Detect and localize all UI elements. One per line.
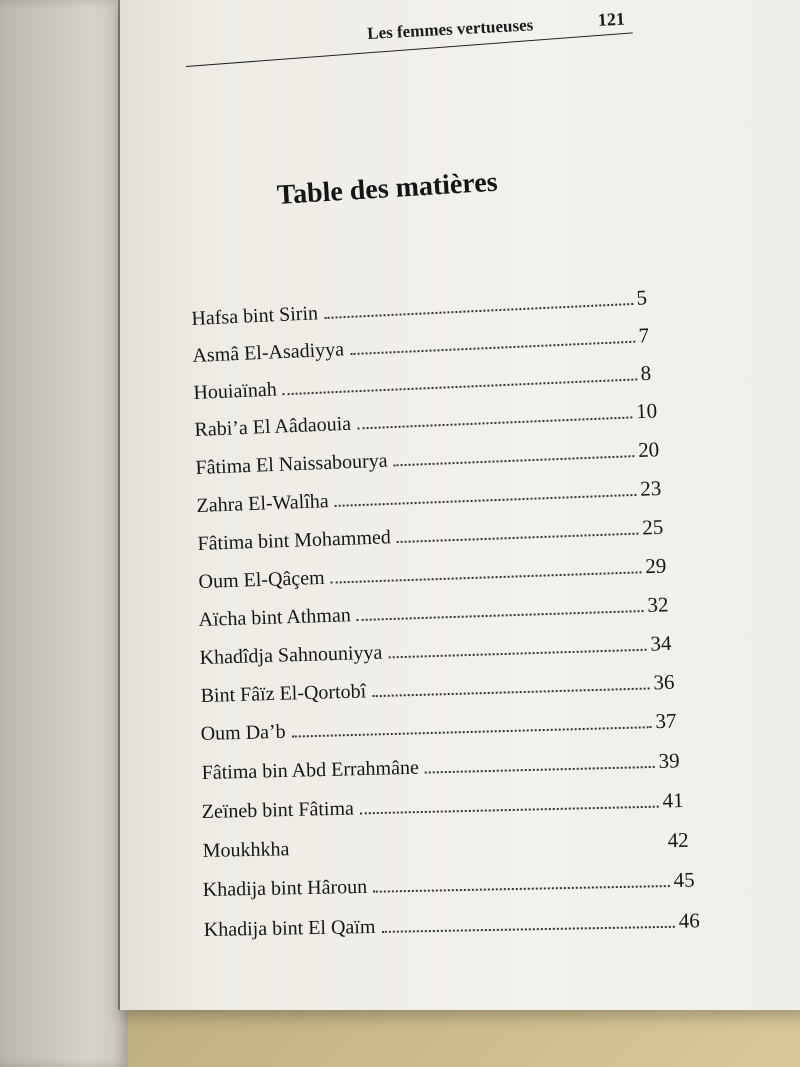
dot-leader: [357, 610, 644, 621]
toc-entry-title: Aïcha bint Athman: [198, 604, 352, 632]
toc-entry[interactable]: [200, 706, 677, 746]
dot-leader: [331, 571, 642, 583]
toc-entry-page: 39: [658, 748, 680, 773]
dot-leader: [397, 533, 639, 543]
toc-entry-page: 32: [646, 592, 669, 617]
dot-leader: [425, 766, 655, 774]
toc-entry-title: Khadija bint Hâroun: [202, 875, 368, 902]
toc-entry-title: Zeïneb bint Fâtima: [201, 797, 355, 824]
toc-entry-page: 42: [667, 827, 689, 853]
toc-entry[interactable]: [202, 865, 694, 902]
toc-entry[interactable]: [195, 434, 660, 480]
toc-entry-page: 45: [673, 867, 695, 892]
toc-entry[interactable]: [199, 628, 672, 670]
toc-entry-page: 37: [655, 708, 677, 734]
dot-leader: [381, 926, 674, 933]
toc-entry-page: 25: [641, 514, 664, 540]
toc-title: Table des matières: [276, 166, 499, 212]
dot-leader: [335, 494, 637, 507]
toc-entry[interactable]: [200, 667, 675, 708]
toc-entry-title: Fâtima El Naissabourya: [195, 449, 389, 480]
toc-entry-title: Hafsa bint Sirin: [190, 302, 319, 331]
dot-leader: [360, 806, 659, 815]
toc-entry-title: Fâtima bint Mohammed: [197, 526, 392, 556]
toc-entry-title: Oum El-Qâçem: [198, 566, 325, 594]
toc-entry-page: 23: [639, 475, 662, 501]
dot-leader: [388, 649, 646, 659]
toc-entry-title: Asmâ El-Asadiyya: [191, 338, 345, 368]
toc-entry[interactable]: [201, 785, 684, 824]
dot-leader: [292, 726, 652, 737]
toc-entry-title: Rabi’a El Aâdaouia: [194, 412, 352, 442]
toc-entry-title: Khadija bint El Qaïm: [203, 916, 376, 942]
toc-entry-page: 41: [662, 788, 684, 813]
dot-leader: [394, 455, 635, 466]
toc-entry-page: 20: [637, 437, 660, 462]
toc-entry-title: Khadîdja Sahnouniyya: [199, 641, 383, 670]
toc-entry[interactable]: [194, 395, 658, 442]
toc-entry[interactable]: [204, 905, 700, 942]
toc-entry-title: Bint Fâïz El-Qortobî: [200, 680, 367, 708]
toc-entry-page: 7: [637, 323, 650, 348]
toc-entry-page: 34: [650, 631, 672, 656]
toc-entry[interactable]: [197, 512, 664, 556]
dot-leader: [357, 416, 632, 429]
running-title: Les femmes vertueuses: [366, 15, 534, 44]
toc-entry-title: Houiaïnah: [193, 378, 278, 405]
dot-leader: [283, 378, 637, 395]
toc-entry-title: Oum Da’b: [200, 720, 286, 746]
toc-entry-page: 36: [653, 669, 675, 695]
toc-entry-page: 8: [640, 360, 652, 386]
toc-entry-page: 10: [635, 398, 658, 424]
toc-entry-title: Moukhkha: [202, 838, 290, 863]
toc-entry-title: Fâtima bin Abd Errahmâne: [201, 756, 420, 785]
toc-entry-page: 46: [678, 908, 700, 933]
page-number: 121: [597, 8, 626, 30]
toc-entry[interactable]: [198, 589, 669, 632]
toc-entry[interactable]: [202, 825, 688, 863]
toc-entry-page: 29: [644, 553, 667, 579]
toc-entry-title: Zahra El-Walîha: [196, 490, 330, 518]
toc-entry[interactable]: [198, 550, 667, 594]
dot-leader: [324, 303, 633, 319]
toc-entry-page: 5: [635, 285, 648, 310]
dot-leader: [372, 687, 649, 697]
toc-entry[interactable]: [201, 745, 680, 785]
dot-leader: [373, 885, 670, 893]
dot-leader: [350, 341, 635, 355]
toc-entry[interactable]: [196, 473, 662, 518]
